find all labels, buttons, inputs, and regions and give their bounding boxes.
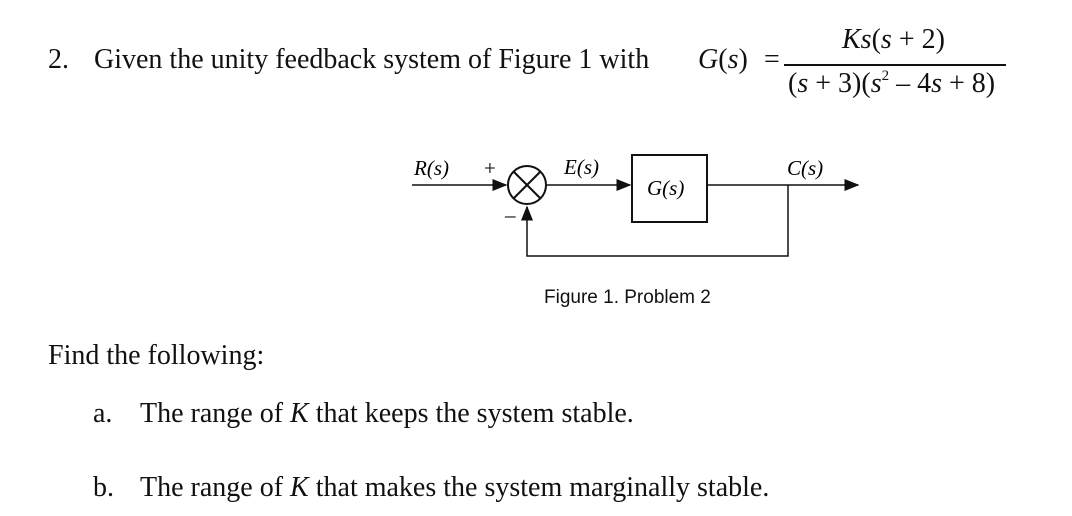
- minus-sign: –: [505, 203, 516, 227]
- block-label: G(s): [647, 176, 685, 200]
- part-a-letter: a.: [93, 398, 113, 429]
- part-b-text: The range of K that makes the system marginally stable.: [140, 472, 770, 503]
- part-b-letter: b.: [93, 472, 114, 503]
- fraction-denominator: $(s + 3)(s^2 - 4s + 8)$: [788, 67, 996, 99]
- transfer-function-label: G(s): [698, 44, 748, 75]
- problem-number: 2.: [48, 44, 69, 75]
- output-label: C(s): [787, 156, 824, 180]
- summing-junction: [508, 166, 546, 204]
- fraction-numerator: Ks(s + 2): [842, 24, 945, 55]
- equals-sign: =: [764, 44, 780, 75]
- part-a-text: The range of K that keeps the system stable.: [140, 398, 634, 429]
- problem-statement: Given the unity feedback system of Figure 1 with: [94, 44, 650, 75]
- input-label: R(s): [414, 156, 449, 180]
- error-label: E(s): [564, 155, 599, 179]
- questions-intro: Find the following:: [48, 340, 265, 371]
- plus-sign: +: [484, 156, 496, 180]
- figure-caption: Figure 1. Problem 2: [544, 287, 711, 308]
